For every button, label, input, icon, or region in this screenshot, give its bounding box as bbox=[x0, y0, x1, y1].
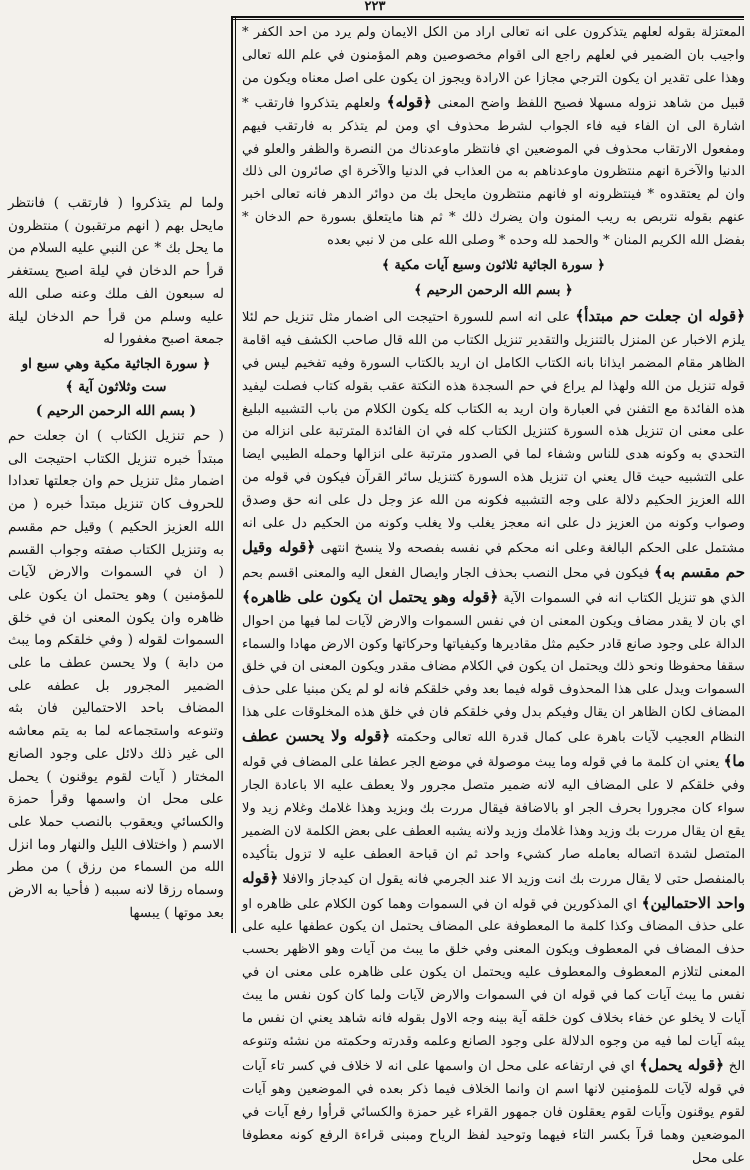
commentary-text: فيكون في محل النصب بحذف الجار وايصال الفعل اليه والمعنى اقسم بحم الذي هو تنزيل الكتاب انه في السموات الآية bbox=[242, 565, 745, 606]
qawl-marker: ﴿قوله وهو يحتمل ان يكون على ظاهره﴾ bbox=[242, 587, 499, 606]
basmala-heading: ﴿ بسم الله الرحمن الرحيم ﴾ bbox=[414, 282, 573, 298]
qawl-marker: ﴿قوله يحمل﴾ bbox=[639, 1055, 725, 1074]
commentary-paragraph bbox=[242, 22, 745, 253]
surah-heading: ﴿ سورة الجاثية ثلاثون وسبع آيات مكية ﴾ bbox=[382, 258, 605, 274]
ornament-left-icon: ﴿ bbox=[202, 355, 211, 372]
commentary-text: على انه اسم للسورة احتيجت الى اضمار مثل تنزيل حم لئلا يلزم الاخبار عن المنزل بالتنزيل والتقدير تنزيل الكتاب من الله قال صاحب الكشف فيه اقامة الظاهر مقام المضمر ايذانا بانه الكتاب الكامل ان اريد بالكتاب السورة وفيه تفخيم ليس في قوله تنزيل من الله ولهذا لم يراع في حم السجدة هذه النكتة عقب بقوله كتاب فصلت ليفيد هذه الفائدة مع التفنن في العبارة وان اريد به الكتاب كله يكون الكلام من باب التشبيه البليغ على معنى ان تنزيل هذه السورة كتنزيل الكتاب كله في ان الفائدة المترتبة على انزاله من التحدي به وكونه هدى للناس وشفاء لما في الصدور مترتبة على انزالها وحمله الطيبي ايضا على التشبيه حيث قال يعني ان تنزيل هذه السورة كتنزيل سائر القرآن فيكون في قوله من الله العزيز الحكيم دلالة على وجه التشبيه فكونه من الله عز وجل دل على انه حق وصدق وصواب وكونه من العزيز دل على انه معجز يغلب ولا يغلب وكونه من الحكيم دل على انه مشتمل على الحكم البالغة وعلى انه محكم في نفسه بفصحه ولا ينسخ انتهى bbox=[242, 309, 745, 556]
commentary-text: المعتزلة بقوله لعلهم يتذكرون على انه تعالى اراد من الكل الايمان ولم يرد من احد الكفر * واجيب بان الضمير في لعلهم راجع الى اقوام مخصوصين وهم المؤمنون في علم الله تعالى وهذا على تقدير ان يكون الترجي مجازا عن الارادة ويجوز ان يكون على اصل معناه ويكون من قبيل من شاهد نزوله مسهلا فصيح اللفظ واضح المعنى bbox=[242, 25, 745, 111]
commentary-text: اي المذكورين في قوله ان في السموات وهما كون الكلام على ظاهره او على حذف المضاف وكذا كلمة ما المعطوفة على المضاف يحتمل ان يكون عطفها عليه على حذف المضاف في المعطوف ويكون المعنى وفي خلق ما يبث من آيات وهو الاظهر بحسب المعنى لتلازم المعطوف والمعطوف عليه ويحتمل ان يكون على ظاهره على معنى ان في نفس ما يبث آيات كما في قوله ان في السموات والارض لآيات ولما كان كون نفس ما يبث آيات لا يخلو عن خفاء بخلاف كون خلقه آية بينه وجه الاول بقوله فانه شاهد يعني ان نفس ما يبثه آيات لما فيه من وجوه الدلالة على وجود الصانع وعلمه وقدرته وحكمته من نشئه وتنوعه الخ bbox=[242, 896, 745, 1074]
ornament-right-icon: ﴾ bbox=[382, 258, 390, 274]
column-divider-thin bbox=[235, 16, 236, 933]
tafsir-paragraph bbox=[8, 425, 224, 924]
commentary-text: اي بان لا يقدر مضاف ويكون المعنى ان في نفس السموات والارض لآيات لما فيها من احوال الدالة على وجود صانع قادر حكيم مثل مقاديرها وكيفياتها وحركاتها وكون الارض مهادا والسماء سقفا محفوظا ونحو ذلك ويحتمل ان يكون في الكلام مضاف مقدر ويكون المعنى ان في خلق السموات ويدل على هذا المحذوف قوله فيما بعد وفي خلقكم فانه لو لم يكن مبنيا على حذف المضاف لكان الظاهر ان يقال وفيكم بدل وفي خلقكم فان في خلق هذه المخلوقات على هذا النظام العجيب لآيات باهرة على كمال قدرة الله تعالى وحكمته bbox=[242, 613, 746, 746]
ornament-right-icon: ﴾ bbox=[65, 378, 74, 395]
basmala-side: ( بسم الله الرحمن الرحيم ) bbox=[35, 403, 197, 420]
qawl-marker: ﴿قوله﴾ bbox=[386, 92, 432, 111]
column-divider bbox=[231, 16, 233, 933]
commentary-text: ولعلهم يتذكروا فارتقب * اشارة الى ان الفاء فيه فاء الجواب لشرط محذوف اي ومن لم يتذكر به فارتقب فيهم ومفعول الارتقاب محذوف في الموضعين اي فانتظر ماوعدناك من النصرة والظفر والعلو في الدنيا والآخرة انهم منتظرون ماوعدناهم به من العذاب في الدنيا والآخرة اي صائرون الى ذلك وان لم يعتقدوه * فينتظرونه او فانهم منتظرون مايحل بك من دوائر الدهر فانه تعالى اخبر عنهم بقوله نتربص به ريب المنون وان يضرك ذلك * ثم هنا مايتعلق بسورة حم الدخان * بفضل الله الكريم المنان * والحمد لله وحده * وصلى الله على من لا نبي بعده bbox=[242, 95, 745, 249]
qawl-marker: ﴿قوله ان جعلت حم مبتدأ﴾ bbox=[575, 306, 745, 325]
page-number: ٢٢٣ bbox=[364, 0, 386, 14]
tafsir-paragraph bbox=[8, 192, 224, 351]
tafsir-text: ( حم تنزيل الكتاب ) ان جعلت حم مبتدأ خبره تنزيل الكتاب احتيجت الى اضمار مثل تنزيل حم وان جعلتها تعدادا للحروف كان تنزيل مبتدأ خبره ( من الله العزيز الحكيم ) وقيل حم مقسم به وتنزيل الكتاب صفته وجواب القسم ( ان في السموات والارض لآيات للمؤمنين ) وهو يحتمل ان يكون على ظاهره وان يكون المعنى ان في خلق السموات لقوله ( وفي خلقكم وما يبث من دابة ) ولا يحسن عطف ما على الضمير المجرور بل عطفه على المضاف باحد الاحتمالين فان بثه وتنوعه واستجماعه لما به يتم معاشه الى غير ذلك دلائل على وجود الصانع المختار ( آيات لقوم يوقنون ) يحمل على محل ان واسمها وقرأ حمزة والكسائي ويعقوب بالنصب حملا على الاسم ( واختلاف الليل والنهار وما انزل الله من السماء من رزق ) من مطر وسماه رزقا لانه سببه ( فأحيا به الارض بعد موتها ) يبسها bbox=[8, 428, 224, 921]
top-rule-thin bbox=[232, 19, 744, 20]
commentary-text: يعني ان كلمة ما في قوله وما يبث موصولة في موضع الجر عطفا على المضاف في قوله وفي خلقكم لا على المضاف اليه لانه ضمير متصل مجرور ولا يعطف عليه الا باعادة الجار سواء كان مجرورا بحرف الجر او بالاضافة فيقال مررت بك وبزيد وهذا غلامك وغلام زيد ولا يقع ان يقال مررت بك وزيد وهذا غلامك وزيد ولانه يشبه العطف على بعض الكلمة لان الضمير المتصل لشدة اتصاله بعامله صار كشيء واحد ثم ان قباحة العطف عليه لا تزول بتأكيده بالمنفصل حتى لا يقال مررت بك انت وزيد الا عند الجرمي فانه يقول ان كيدجاز والافلا bbox=[242, 755, 745, 887]
tafsir-text: ولما لم يتذكروا ( فارتقب ) فانتظر مايحل بهم ( انهم مرتقبون ) منتظرون ما يحل بك * عن النبي عليه السلام من قرأ حم الدخان في ليلة اصبح يستغفر له سبعون الف ملك وعنه صلى الله عليه وسلم من قرأ حم الدخان ليلة جمعة اصبح مغفورا له bbox=[8, 195, 224, 348]
qawl-marker: ﴿قوله واحد الاحتمالين﴾ bbox=[242, 868, 745, 912]
ornament-right-icon: ﴾ bbox=[414, 282, 423, 298]
commentary-text: اي في ارتفاعه على محل ان واسمها على انه لا خلاف في كسر تاء آيات في قوله لآيات للمؤمنين لانها اسم ان وانما الخلاف فيما ذكر بعده في الموضعين وهو آيات لقوم يوقنون وآيات لقوم يعقلون فان جمهور القراء غير حمزة والكسائي قرأوا رفع آيات في الموضعين وهما قرآ بكسر التاء فيهما وتوحيد لفظ الرياح ومبنى قراءة الرفع كونه معطوفا على محل bbox=[242, 1058, 745, 1166]
top-rule bbox=[232, 16, 744, 18]
qawl-marker: ﴿قوله وقيل حم مقسم به﴾ bbox=[242, 537, 745, 581]
surah-heading-side: ﴿ سورة الجاثية مكية وهي سبع او ست وثلاثون آية ﴾ bbox=[21, 355, 211, 395]
qawl-marker: ﴿قوله ولا يحسن عطف ما﴾ bbox=[242, 727, 745, 771]
commentary-paragraph bbox=[242, 305, 745, 1170]
commentary-column bbox=[242, 22, 745, 1170]
tafsir-column bbox=[8, 192, 224, 925]
ornament-left-icon: ﴿ bbox=[597, 258, 605, 274]
ornament-left-icon: ﴿ bbox=[564, 282, 573, 298]
